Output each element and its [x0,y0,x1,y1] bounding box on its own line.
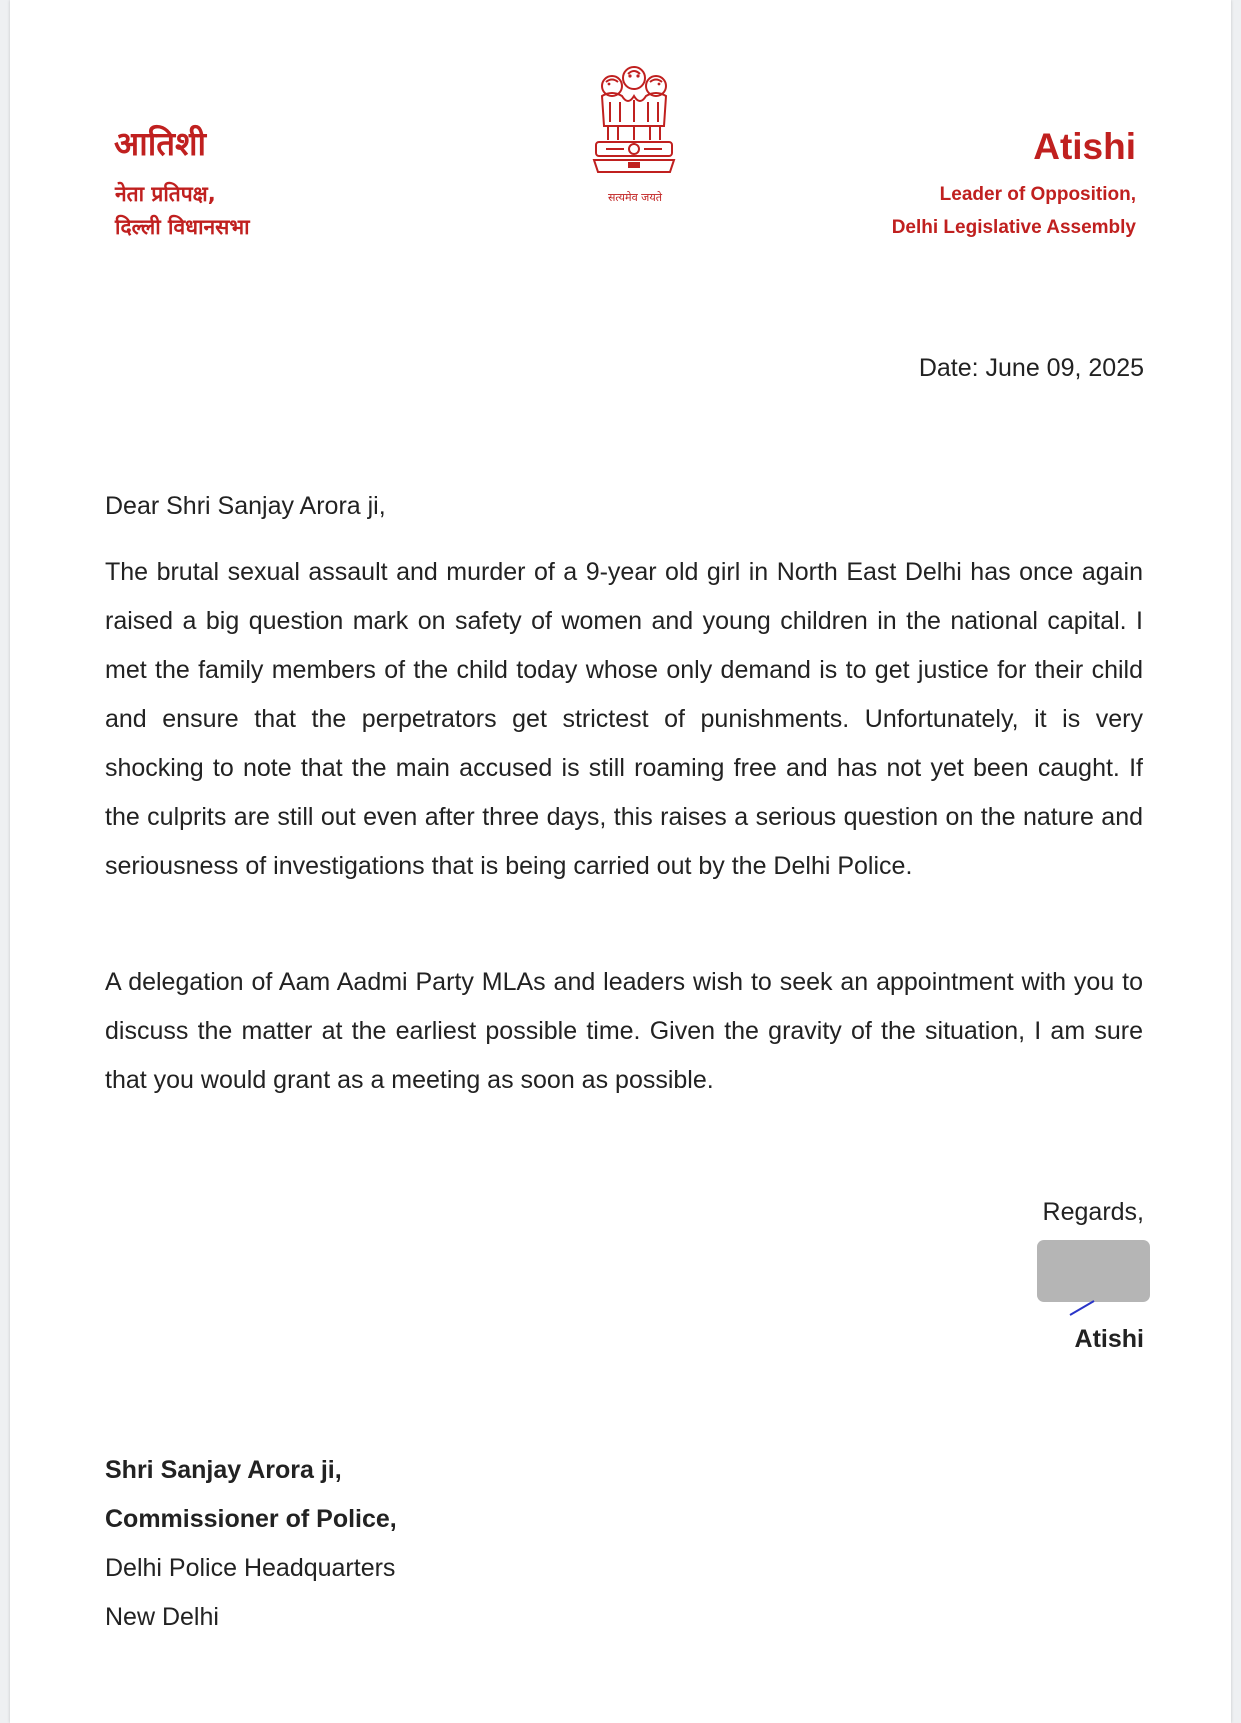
english-title-line1: Leader of Opposition, [939,184,1136,205]
hindi-title-line1: नेता प्रतिपक्ष, [115,182,216,206]
addressee-name: Shri Sanjay Arora ji, [105,1456,342,1484]
emblem-motto: सत्यमेव जयते [607,191,662,204]
salutation: Dear Shri Sanjay Arora ji, [105,492,386,520]
paragraph-2: A delegation of Aam Aadmi Party MLAs and leaders wish to seek an appointment with you to discuss the matter at the earliest possible time. Given the gravity of the situation, I am sure that you would grant as a meeting as soon as possible. [105,968,1143,1094]
english-title-line2: Delhi Legislative Assembly [891,217,1136,238]
paragraph-1: The brutal sexual assault and murder of a 9-year old girl in North East Delhi has once again raised a big question mark on safety of women and young children in the national capital. I met the family members of the child today whose only demand is to get justice for their child and ensure that the perpetrators get strictest of punishments. Unfortunately, it is very shocking to note that the main accused is still roaming free and has not yet been caught. If the culprits are still out even after three days, this raises a serious question on the nature and seriousness of investigations that is being carried out by the Delhi Police. [105,558,1143,880]
closing-regards: Regards, [1042,1198,1144,1226]
letter-page [10,0,1231,1723]
signature-stroke-icon [1068,1298,1098,1318]
hindi-name: आतिशी [114,124,207,163]
addressee-designation: Commissioner of Police, [105,1505,397,1533]
letter-date: Date: June 09, 2025 [918,354,1144,382]
national-emblem-icon [588,62,680,182]
english-name: Atishi [1033,126,1136,167]
signature-redacted [1037,1240,1150,1302]
addressee-office: Delhi Police Headquarters [105,1554,396,1582]
hindi-title-line2: दिल्ली विधानसभा [115,215,250,239]
signatory-name: Atishi [1074,1325,1144,1353]
addressee-city: New Delhi [105,1603,219,1631]
